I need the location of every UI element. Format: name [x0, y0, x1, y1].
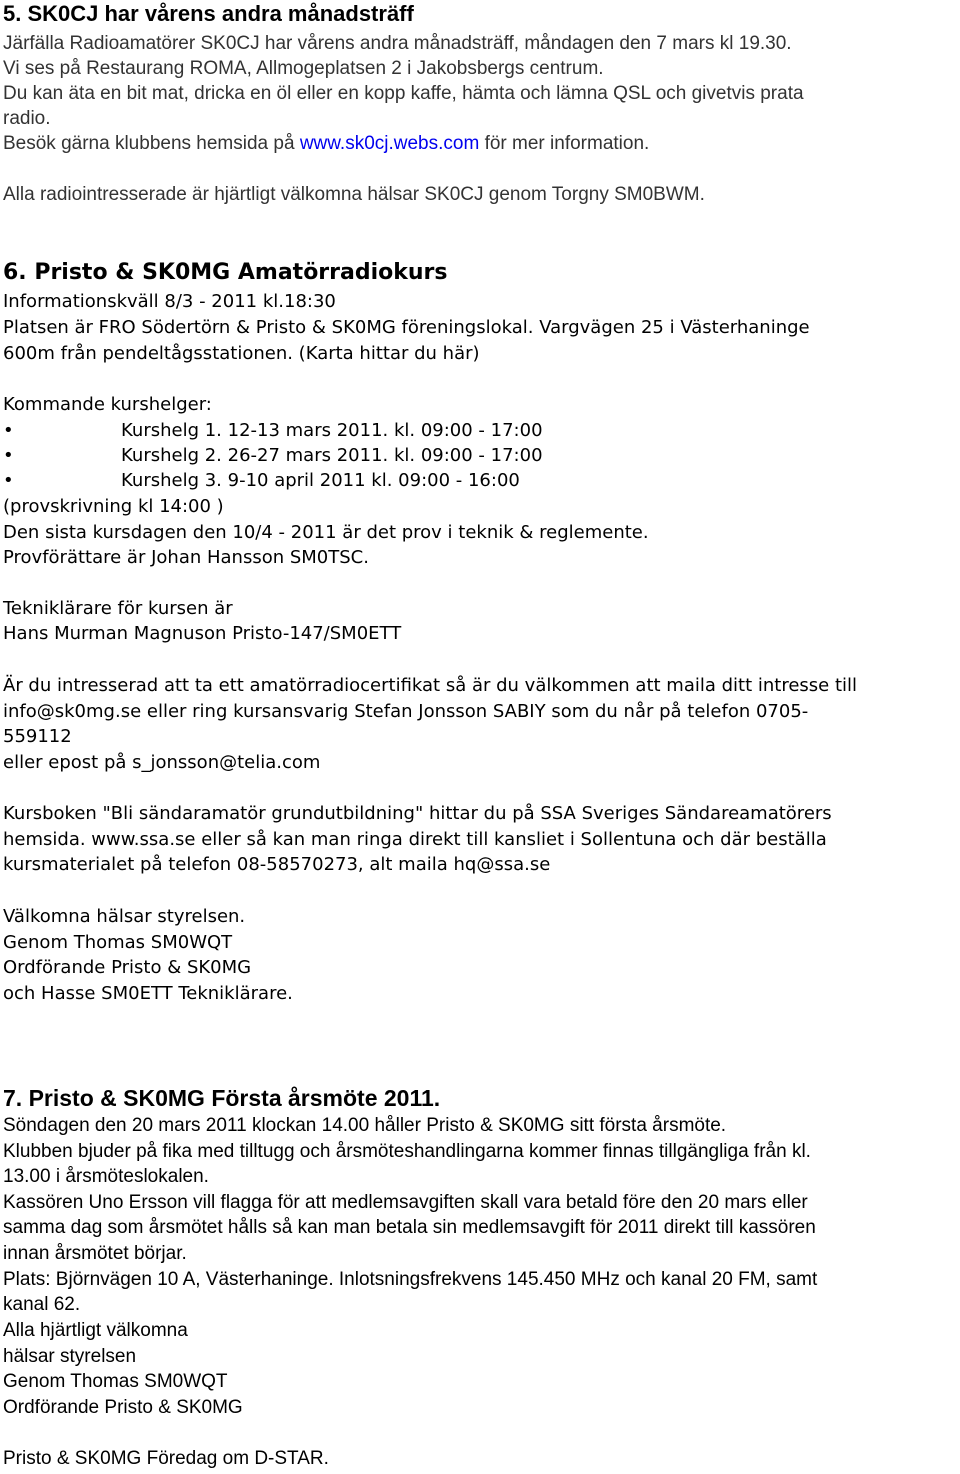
- section-6-line: eller epost på s_jonsson@telia.com: [3, 752, 321, 773]
- section-6-line: Hans Murman Magnuson Pristo-147/SM0ETT: [3, 623, 402, 644]
- section-6-line: Den sista kursdagen den 10/4 - 2011 är det prov i teknik & reglemente.: [3, 522, 649, 543]
- section-5-website-line: [3, 132, 649, 156]
- section-7-line: Genom Thomas SM0WQT: [3, 1371, 228, 1392]
- section-7-line: Söndagen den 20 mars 2011 klockan 14.00 håller Pristo & SK0MG sitt första årsmöte.: [3, 1115, 727, 1136]
- section-6-line: Provförättare är Johan Hansson SM0TSC.: [3, 547, 369, 568]
- section-7-line: samma dag som årsmötet hålls så kan man betala sin medlemsavgift för 2011 direkt till kassören: [3, 1217, 816, 1238]
- list-item: Kurshelg 1. 12-13 mars 2011. kl. 09:00 - 17:00: [121, 420, 543, 441]
- club-website-link[interactable]: www.sk0cj.webs.com: [299, 133, 480, 154]
- section-7-line: Pristo & SK0MG Föredag om D-STAR.: [3, 1448, 329, 1469]
- section-6-line: Kursboken "Bli sändaramatör grundutbildning" hittar du på SSA Sveriges Sändareamatörers: [3, 803, 832, 824]
- section-7-title: 7. Pristo & SK0MG Första årsmöte 2011.: [3, 1085, 441, 1111]
- section-6-line: Genom Thomas SM0WQT: [3, 932, 233, 953]
- section-7-line: 13.00 i årsmöteslokalen.: [3, 1166, 209, 1187]
- section-5-line: Alla radiointresserade är hjärtligt välkomna hälsar SK0CJ genom Torgny SM0BWM.: [3, 184, 705, 205]
- section-7-line: kanal 62.: [3, 1294, 81, 1315]
- section-7-line: Ordförande Pristo & SK0MG: [3, 1397, 243, 1418]
- list-item: Kurshelg 2. 26-27 mars 2011. kl. 09:00 - 17:00: [121, 445, 543, 466]
- section-6-line: och Hasse SM0ETT Tekniklärare.: [3, 983, 293, 1004]
- section-5-line: Järfälla Radioamatörer SK0CJ har vårens andra månadsträff, måndagen den 7 mars kl 19.30.: [3, 33, 792, 54]
- section-5-line: Vi ses på Restaurang ROMA, Allmogeplatsen 2 i Jakobsbergs centrum.: [3, 58, 604, 79]
- website-line-prefix: Besök gärna klubbens hemsida på: [3, 133, 300, 154]
- section-7-line: Alla hjärtligt välkomna: [3, 1320, 188, 1341]
- website-line-suffix: för mer information.: [479, 133, 650, 154]
- list-bullet: •: [3, 420, 14, 441]
- list-bullet: •: [3, 445, 14, 466]
- section-7-line: Kassören Uno Ersson vill flagga för att medlemsavgiften skall vara betald före den 20 mars eller: [3, 1192, 808, 1213]
- section-6-line: Tekniklärare för kursen är: [3, 598, 233, 619]
- section-6-line: Informationskväll 8/3 - 2011 kl.18:30: [3, 291, 336, 312]
- section-6-line: info@sk0mg.se eller ring kursansvarig Stefan Jonsson SABIY som du når på telefon 0705-: [3, 701, 809, 722]
- section-6-line: Är du intresserad att ta ett amatörradiocertifikat så är du välkommen att maila ditt intresse till: [3, 675, 858, 696]
- section-5-title: 5. SK0CJ har vårens andra månadsträff: [3, 1, 414, 26]
- section-6-line: Kommande kurshelger:: [3, 394, 212, 415]
- section-6-line: 559112: [3, 726, 72, 747]
- section-5-line: Du kan äta en bit mat, dricka en öl eller en kopp kaffe, hämta och lämna QSL och givetvis prata: [3, 83, 804, 104]
- section-5-line: radio.: [3, 108, 51, 129]
- section-6-line: Välkomna hälsar styrelsen.: [3, 906, 246, 927]
- section-6-title: 6. Pristo & SK0MG Amatörradiokurs: [3, 260, 448, 285]
- section-6-line: 600m från pendeltågsstationen. (Karta hittar du här): [3, 343, 480, 364]
- section-7-line: innan årsmötet börjar.: [3, 1243, 187, 1264]
- section-7-line: Klubben bjuder på fika med tilltugg och årsmöteshandlingarna kommer finnas tillgängliga från kl.: [3, 1141, 811, 1162]
- section-6-line: hemsida. www.ssa.se eller så kan man ringa direkt till kansliet i Sollentuna och där beställa: [3, 829, 827, 850]
- section-6-line: kursmaterialet på telefon 08-58570273, alt maila hq@ssa.se: [3, 854, 551, 875]
- section-6-line: (provskrivning kl 14:00 ): [3, 496, 224, 517]
- list-item: Kurshelg 3. 9-10 april 2011 kl. 09:00 - 16:00: [121, 470, 520, 491]
- section-6-line: Platsen är FRO Södertörn & Pristo & SK0MG föreningslokal. Vargvägen 25 i Västerhaninge: [3, 317, 810, 338]
- section-7-line: Plats: Björnvägen 10 A, Västerhaninge. Inlotsningsfrekvens 145.450 MHz och kanal 20 FM, samt: [3, 1269, 818, 1290]
- section-6-line: Ordförande Pristo & SK0MG: [3, 957, 252, 978]
- list-bullet: •: [3, 470, 14, 491]
- section-7-line: hälsar styrelsen: [3, 1346, 137, 1367]
